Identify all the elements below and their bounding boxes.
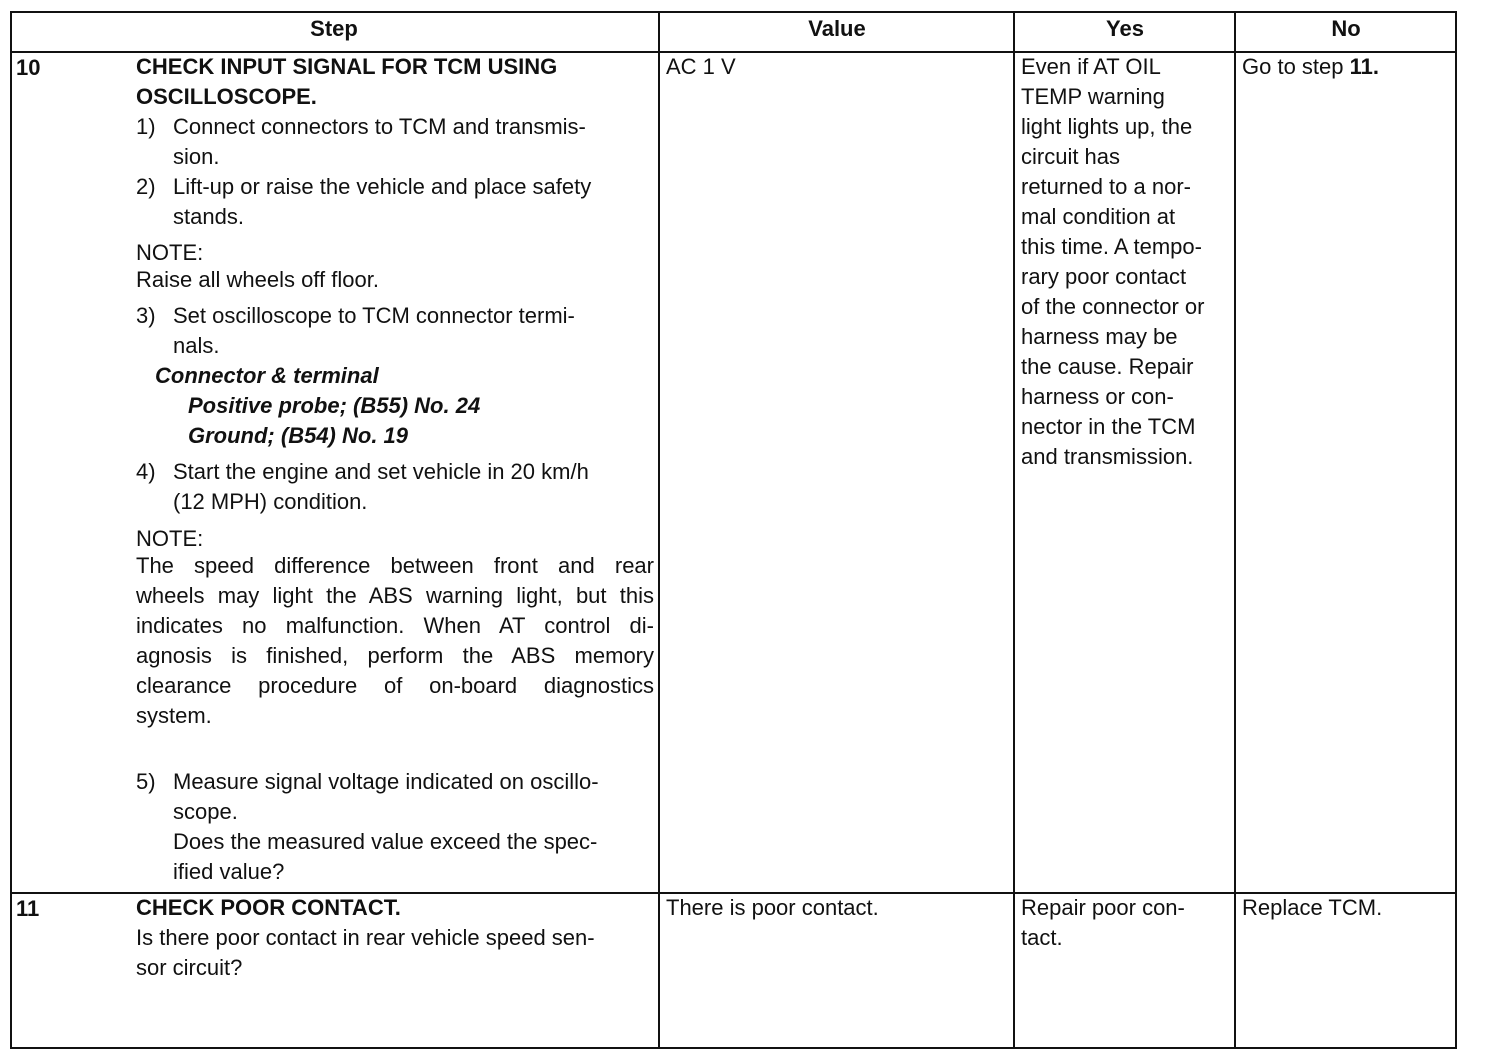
- yes-line: mal condition at: [1021, 204, 1176, 229]
- connector-ground: Ground; (B54) No. 19: [188, 423, 409, 448]
- substep-text-cont: sion.: [173, 144, 220, 169]
- yes-line: harness may be: [1021, 324, 1178, 349]
- header-yes: Yes: [1106, 16, 1144, 41]
- yes-line: returned to a nor-: [1021, 174, 1191, 199]
- substep-text-cont: (12 MPH) condition.: [173, 489, 368, 514]
- note-text: agnosis is finished, perform the ABS memory: [136, 643, 654, 668]
- connector-positive-probe: Positive probe; (B55) No. 24: [188, 393, 481, 418]
- substep-1: [136, 112, 651, 172]
- yes-line: Repair poor con-: [1021, 895, 1185, 920]
- yes-line: tact.: [1021, 925, 1063, 950]
- note-label: NOTE:: [136, 526, 204, 551]
- value-cell: AC 1 V: [666, 54, 736, 79]
- col-divider-yes-no: [1234, 11, 1236, 1049]
- col-divider-step-value: [658, 11, 660, 1049]
- yes-line: Even if AT OIL: [1021, 54, 1161, 79]
- yes-line: of the connector or: [1021, 294, 1205, 319]
- header-value: Value: [808, 16, 866, 41]
- note-text: wheels may light the ABS warning light, but this: [136, 583, 654, 608]
- no-step-ref[interactable]: 11.: [1349, 54, 1379, 79]
- col-divider-value-yes: [1013, 11, 1015, 1049]
- step-question: Is there poor contact in rear vehicle speed sen-: [136, 925, 595, 950]
- connector-label: Connector & terminal: [155, 363, 379, 388]
- substep-question-cont: ified value?: [173, 859, 285, 884]
- step-title: CHECK POOR CONTACT.: [136, 895, 401, 920]
- header-step: Step: [310, 16, 358, 41]
- header-no: No: [1331, 16, 1361, 41]
- note-text: The speed difference between front and rear: [136, 553, 654, 578]
- step-number: 11: [16, 896, 40, 921]
- yes-line: light lights up, the: [1021, 114, 1193, 139]
- yes-line: nector in the TCM: [1021, 414, 1196, 439]
- no-cell: Replace TCM.: [1242, 895, 1383, 920]
- yes-line: the cause. Repair: [1021, 354, 1194, 379]
- substep-number: 5): [136, 769, 156, 794]
- substep-text: Lift-up or raise the vehicle and place safety: [173, 174, 592, 199]
- note-label: NOTE:: [136, 240, 204, 265]
- step-number: 10: [16, 55, 41, 80]
- substep-text: Start the engine and set vehicle in 20 km/h: [173, 459, 589, 484]
- substep-number: 4): [136, 459, 156, 484]
- value-cell: There is poor contact.: [666, 895, 879, 920]
- yes-line: and transmission.: [1021, 444, 1194, 469]
- no-text: Go to step: [1242, 54, 1350, 79]
- substep-text: Measure signal voltage indicated on oscillo-: [173, 769, 599, 794]
- note-text: system.: [136, 703, 212, 728]
- substep-5: [136, 767, 651, 887]
- step-title-cont: OSCILLOSCOPE.: [136, 84, 317, 109]
- substep-number: 3): [136, 303, 156, 328]
- yes-line: this time. A tempo-: [1021, 234, 1202, 259]
- substep-question: Does the measured value exceed the spec-: [173, 829, 598, 854]
- substep-3: [136, 301, 651, 361]
- yes-line: circuit has: [1021, 144, 1121, 169]
- substep-text-cont: stands.: [173, 204, 244, 229]
- substep-number: 1): [136, 114, 156, 139]
- step-question-cont: sor circuit?: [136, 955, 243, 980]
- note-text: Raise all wheels off floor.: [136, 267, 379, 292]
- no-cell: [1242, 52, 1379, 82]
- substep-4: [136, 457, 651, 517]
- note-text: clearance procedure of on-board diagnostics: [136, 673, 654, 698]
- substep-text-cont: scope.: [173, 799, 238, 824]
- substep-text: Connect connectors to TCM and transmis-: [173, 114, 586, 139]
- yes-line: TEMP warning: [1021, 84, 1165, 109]
- substep-2: [136, 172, 651, 232]
- yes-line: rary poor contact: [1021, 264, 1187, 289]
- substep-number: 2): [136, 174, 156, 199]
- substep-text-cont: nals.: [173, 333, 220, 358]
- step-title: CHECK INPUT SIGNAL FOR TCM USING: [136, 54, 558, 79]
- substep-text: Set oscilloscope to TCM connector termi-: [173, 303, 575, 328]
- yes-line: harness or con-: [1021, 384, 1174, 409]
- note-text: indicates no malfunction. When AT control di-: [136, 613, 654, 638]
